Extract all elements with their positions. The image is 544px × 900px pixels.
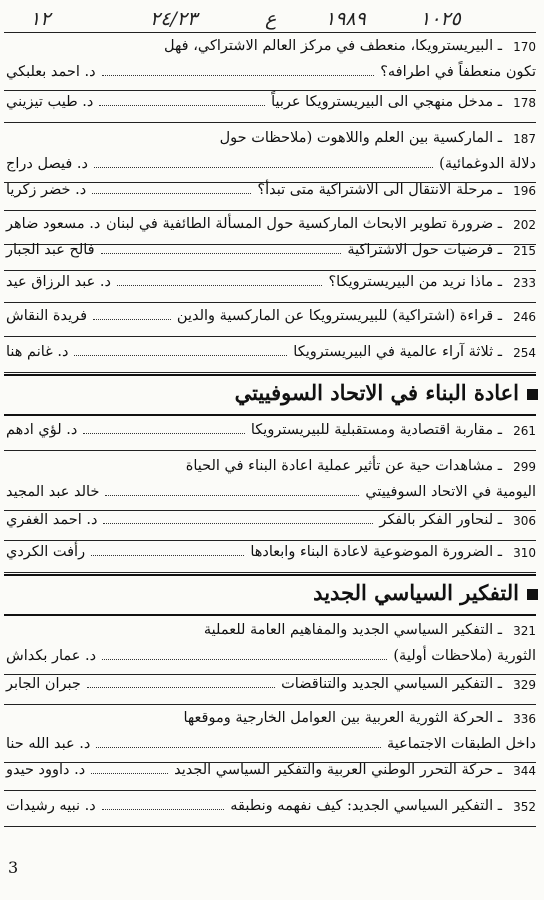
toc-entry	[4, 342, 536, 368]
section-heading-soviet: اعادة البناء في الاتحاد السوفييتي	[235, 380, 538, 405]
leader-dots	[83, 433, 245, 434]
toc-entry-row	[4, 342, 536, 368]
toc-entry-row	[4, 180, 536, 206]
toc-entry-row	[4, 796, 536, 822]
toc-entry	[4, 272, 536, 298]
toc-page-number: 196	[513, 184, 536, 198]
toc-entry-row	[4, 646, 536, 672]
toc-page-number: 336	[513, 712, 536, 726]
toc-author: د. خضر زكريا	[6, 182, 87, 198]
toc-entry-row	[4, 620, 536, 646]
leader-dots	[93, 319, 171, 320]
toc-entry-row	[4, 240, 536, 266]
handwritten-c: ع	[265, 8, 277, 30]
entry-separator	[4, 790, 536, 791]
toc-entry-row	[4, 674, 536, 700]
toc-page-number: 344	[513, 764, 536, 778]
toc-title: ـ الماركسية بين العلم واللاهوت (ملاحظات حول	[219, 130, 502, 146]
toc-author: د. مسعود ضاهر	[6, 216, 101, 232]
toc-title: ـ التفكير السياسي الجديد والتناقضات	[281, 676, 502, 692]
toc-title: ـ ماذا نريد من البيريسترويكا؟	[328, 274, 502, 290]
leader-dots	[91, 773, 168, 774]
toc-title: ـ التفكير السياسي الجديد والمفاهيم العامة للعملية	[203, 622, 502, 638]
toc-author: د. طيب تيزيني	[6, 94, 94, 110]
toc-author: فريدة النقاش	[6, 308, 88, 324]
toc-title-continued: داخل الطبقات الاجتماعية	[386, 736, 536, 752]
leader-dots	[96, 747, 381, 748]
handwritten-d: ١٩٨٩	[325, 8, 366, 30]
section-rule-bottom	[4, 414, 536, 416]
toc-title: ـ قراءة (اشتراكية) للبيريسترويكا عن الماركسية والدين	[176, 308, 502, 324]
entry-separator	[4, 450, 536, 451]
toc-entry-row	[4, 456, 536, 482]
toc-title-continued: الثورية (ملاحظات أولية)	[393, 648, 536, 664]
toc-title: ـ مدخل منهجي الى البيريسترويكا عربياً	[271, 94, 502, 110]
section-rule-top-2	[4, 574, 536, 576]
leader-dots	[102, 659, 387, 660]
toc-author: د. فيصل دراج	[6, 156, 88, 172]
toc-page-number: 329	[513, 678, 536, 692]
toc-title-continued: دلالة الدوغمائية)	[439, 156, 536, 172]
toc-page-number: 215	[513, 244, 536, 258]
entry-separator	[4, 704, 536, 705]
leader-dots	[117, 285, 323, 286]
toc-title: ـ مرحلة الانتقال الى الاشتراكية متى تبدأ؟	[257, 182, 502, 198]
leader-dots	[87, 687, 275, 688]
toc-author: د. عمار بكداش	[6, 648, 97, 664]
handwritten-b: ٢٤/٢٣	[150, 8, 198, 30]
toc-entry	[4, 674, 536, 700]
toc-entry-row	[4, 542, 536, 568]
toc-page-number: 299	[513, 460, 536, 474]
leader-dots	[102, 75, 375, 76]
toc-author: د. احمد الغفري	[6, 512, 98, 528]
toc-title-continued: اليومية في الاتحاد السوفييتي	[365, 484, 536, 500]
toc-entry-row	[4, 306, 536, 332]
toc-title: ـ حركة التحرر الوطني العربية والتفكير السياسي الجديد	[174, 762, 502, 778]
toc-entry	[4, 180, 536, 206]
leader-dots	[92, 193, 251, 194]
entry-separator	[4, 122, 536, 123]
entry-separator	[4, 302, 536, 303]
handwritten-e: ١٠٢٥	[420, 8, 461, 30]
toc-title-continued: تكون منعطفاً في اطرافه؟	[380, 64, 536, 80]
toc-entry-row	[4, 510, 536, 536]
toc-entry-row	[4, 734, 536, 760]
handwritten-annotation	[0, 4, 544, 34]
toc-entry-row	[4, 128, 536, 154]
entry-separator	[4, 90, 536, 91]
toc-author: رأفت الكردي	[6, 544, 86, 560]
leader-dots	[101, 253, 342, 254]
toc-title: ـ ضرورة تطوير الابحاث الماركسية حول المسألة الطائفية في لبنان	[106, 216, 502, 232]
toc-page-number: 178	[513, 96, 536, 110]
toc-author: جبران الجابر	[6, 676, 81, 692]
toc-entry-row	[4, 482, 536, 508]
toc-entry-row	[4, 760, 536, 786]
toc-entry	[4, 708, 536, 760]
leader-dots	[94, 167, 433, 168]
toc-page-number: 261	[513, 424, 536, 438]
toc-title: ـ لنحاور الفكر بالفكر	[379, 512, 502, 528]
section-rule-top	[4, 374, 536, 376]
toc-entry	[4, 420, 536, 446]
toc-title: ـ فرضيات حول الاشتراكية	[347, 242, 502, 258]
toc-entry	[4, 92, 536, 118]
entry-separator	[4, 540, 536, 541]
toc-entry-row	[4, 708, 536, 734]
leader-dots	[99, 105, 265, 106]
square-bullet-icon	[527, 389, 538, 400]
toc-entry-row	[4, 154, 536, 180]
square-bullet-icon	[527, 589, 538, 600]
toc-title: ـ مشاهدات حية عن تأثير عملية اعادة البناء في الحياة	[185, 458, 502, 474]
toc-author: د. عبد الرزاق عيد	[6, 274, 111, 290]
top-rule	[4, 32, 536, 33]
page-number: 3	[8, 858, 19, 877]
entry-separator	[4, 572, 536, 573]
toc-entry-row	[4, 36, 536, 62]
toc-page-number: 352	[513, 800, 536, 814]
toc-entry-row	[4, 214, 536, 240]
leader-dots	[105, 495, 359, 496]
toc-author: د. عبد الله حنا	[6, 736, 91, 752]
entry-separator	[4, 826, 536, 827]
toc-title: ـ ثلاثة آراء عالمية في البيريسترويكا	[293, 344, 502, 360]
leader-dots	[91, 555, 244, 556]
toc-entry	[4, 760, 536, 786]
toc-author: د. نبيه رشيدات	[6, 798, 96, 814]
toc-page-number: 321	[513, 624, 536, 638]
toc-entry	[4, 620, 536, 672]
toc-entry	[4, 128, 536, 180]
toc-page-number: 202	[513, 218, 536, 232]
toc-page-number: 254	[513, 346, 536, 360]
leader-dots	[103, 523, 373, 524]
toc-page-number: 170	[513, 40, 536, 54]
toc-entry	[4, 456, 536, 508]
toc-entry	[4, 542, 536, 568]
toc-entry-row	[4, 92, 536, 118]
toc-entry-row	[4, 62, 536, 88]
toc-entry	[4, 240, 536, 266]
entry-separator	[4, 372, 536, 373]
leader-dots	[102, 809, 225, 810]
toc-title: ـ البيريسترويكا، منعطف في مركز العالم الاشتراكي، فهل	[164, 38, 502, 54]
toc-entry	[4, 36, 536, 88]
toc-entry-row	[4, 420, 536, 446]
toc-author: د. احمد بعلبكي	[6, 64, 96, 80]
toc-entry	[4, 510, 536, 536]
toc-author: د. داوود حيدو	[6, 762, 86, 778]
toc-title: ـ مقاربة اقتصادية ومستقبلية للبيريسترويكا	[250, 422, 502, 438]
section-rule-bottom-2	[4, 614, 536, 616]
toc-page-number: 233	[513, 276, 536, 290]
toc-title: ـ التفكير السياسي الجديد: كيف نفهمه ونطبقه	[230, 798, 502, 814]
toc-title: ـ الحركة الثورية العربية بين العوامل الخارجية وموقعها	[183, 710, 502, 726]
entry-separator	[4, 336, 536, 337]
toc-entry	[4, 214, 536, 240]
entry-separator	[4, 270, 536, 271]
toc-author: فالح عبد الجبار	[6, 242, 95, 258]
toc-page-number: 310	[513, 546, 536, 560]
toc-entry	[4, 306, 536, 332]
toc-page-number: 246	[513, 310, 536, 324]
section-heading-political: التفكير السياسي الجديد	[313, 580, 538, 605]
handwritten-a: ١٢	[30, 8, 51, 30]
toc-page-number: 187	[513, 132, 536, 146]
leader-dots	[74, 355, 287, 356]
toc-entry-row	[4, 272, 536, 298]
toc-author: خالد عبد المجيد	[6, 484, 100, 500]
toc-author: د. لؤي ادهم	[6, 422, 78, 438]
toc-page-number: 306	[513, 514, 536, 528]
toc-entry	[4, 796, 536, 822]
entry-separator	[4, 210, 536, 211]
toc-author: د. غانم هنا	[6, 344, 69, 360]
toc-title: ـ الضرورة الموضوعية لاعادة البناء وابعادها	[250, 544, 502, 560]
